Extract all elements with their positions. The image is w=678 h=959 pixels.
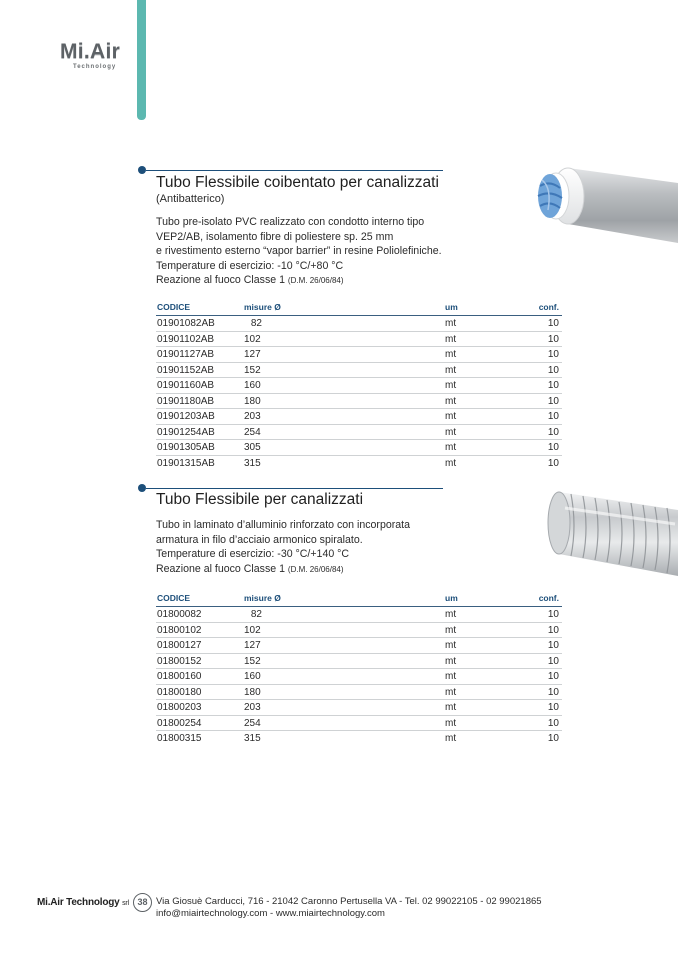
- fire-rating: Reazione al fuoco Classe 1 (D.M. 26/06/84): [156, 274, 344, 286]
- header-size: misure Ø: [244, 593, 281, 603]
- insulated-duct-illustration: [528, 158, 678, 248]
- table-header-row: [156, 300, 562, 316]
- table-row: 01901305AB 305 mt 10: [156, 440, 562, 456]
- table-row: 01800203 203 mt 10: [156, 700, 562, 716]
- header-code: CODICE: [157, 593, 191, 603]
- table-row: 01800315 315 mt 10: [157, 733, 559, 744]
- table-row: 01901152AB 152 mt 10: [156, 363, 562, 379]
- header-code: CODICE: [157, 302, 191, 312]
- section-rule: [146, 488, 443, 489]
- product-image-insulated-duct: [528, 158, 678, 253]
- table-row: 01800254 254 mt 10: [156, 716, 562, 732]
- header-pack: conf.: [538, 302, 559, 312]
- aluminium-duct-illustration: [545, 488, 678, 578]
- desc-line: Temperature di esercizio: -10 °C/+80 °C: [156, 259, 344, 272]
- page-number: 38: [133, 893, 152, 912]
- table-row: 01901180AB 180 mt 10: [156, 394, 562, 410]
- footer-address: Via Giosuè Carducci, 716 - 21042 Caronno Pertusella VA - Tel. 02 99022105 - 02 99021865: [156, 896, 542, 907]
- header-unit: um: [445, 593, 458, 603]
- table-row: 01901082AB 82 mt 10: [156, 316, 562, 332]
- section-subtitle: (Antibatterico): [156, 193, 225, 205]
- header-size: misure Ø: [244, 302, 281, 312]
- table-row: 01800127 127 mt 10: [156, 638, 562, 654]
- table-row: 01901254AB 254 mt 10: [156, 425, 562, 441]
- footer-brand: Mi.Air Technology srl: [37, 897, 129, 908]
- section-description: [156, 518, 410, 577]
- logo-sub-text: Technology: [73, 64, 117, 70]
- company-logo: [60, 40, 140, 70]
- table-row: 01901203AB 203 mt 10: [156, 409, 562, 425]
- table-row: 01800152 152 mt 10: [156, 654, 562, 670]
- section-bullet: [138, 484, 146, 492]
- section-bullet: [138, 166, 146, 174]
- table-row: 01901315AB 315 mt 10: [157, 457, 559, 469]
- section-title: Tubo Flessibile per canalizzati: [156, 491, 364, 508]
- fire-rating-note: (D.M. 26/06/84): [287, 564, 344, 574]
- footer-contacts[interactable]: info@miairtechnology.com - www.miairtechnology.com: [156, 908, 385, 919]
- table-row: 01800082 82 mt 10: [156, 607, 562, 623]
- product-table: [156, 300, 562, 470]
- table-row: 01901160AB 160 mt 10: [156, 378, 562, 394]
- fire-rating-note: (D.M. 26/06/84): [287, 276, 344, 285]
- footer-brand-suffix: srl: [122, 900, 129, 907]
- product-image-aluminium-duct: [545, 488, 678, 583]
- table-header-row: [156, 591, 562, 607]
- header-pack: conf.: [538, 593, 559, 603]
- desc-line: Tubo in laminato d’alluminio rinforzato con incorporata: [156, 519, 410, 531]
- section-description: [156, 215, 442, 289]
- desc-line: armatura in filo d’acciaio armonico spiralato.: [156, 533, 363, 546]
- table-row: 01800160 160 mt 10: [156, 669, 562, 685]
- section-rule: [146, 170, 443, 171]
- logo-main-text: Mi.Air: [60, 40, 121, 63]
- table-row: 01901102AB 102 mt 10: [156, 332, 562, 348]
- table-row: 01800180 180 mt 10: [156, 685, 562, 701]
- desc-line: Tubo pre-isolato PVC realizzato con condotto interno tipo: [156, 216, 425, 228]
- table-row: 01800102 102 mt 10: [156, 623, 562, 639]
- desc-line: Temperature di esercizio: -30 °C/+140 °C: [156, 548, 350, 560]
- fire-rating: Reazione al fuoco Classe 1 (D.M. 26/06/84): [156, 562, 344, 575]
- desc-line: e rivestimento esterno “vapor barrier” in resine Poliolefiniche.: [156, 245, 442, 257]
- table-row: 01901127AB 127 mt 10: [156, 347, 562, 363]
- page-footer: [0, 880, 678, 930]
- header-unit: um: [445, 302, 458, 312]
- product-table: [156, 591, 562, 746]
- desc-line: VEP2/AB, isolamento fibre di poliestere sp. 25 mm: [156, 230, 394, 243]
- section-title: Tubo Flessibile coibentato per canalizzati: [156, 174, 439, 191]
